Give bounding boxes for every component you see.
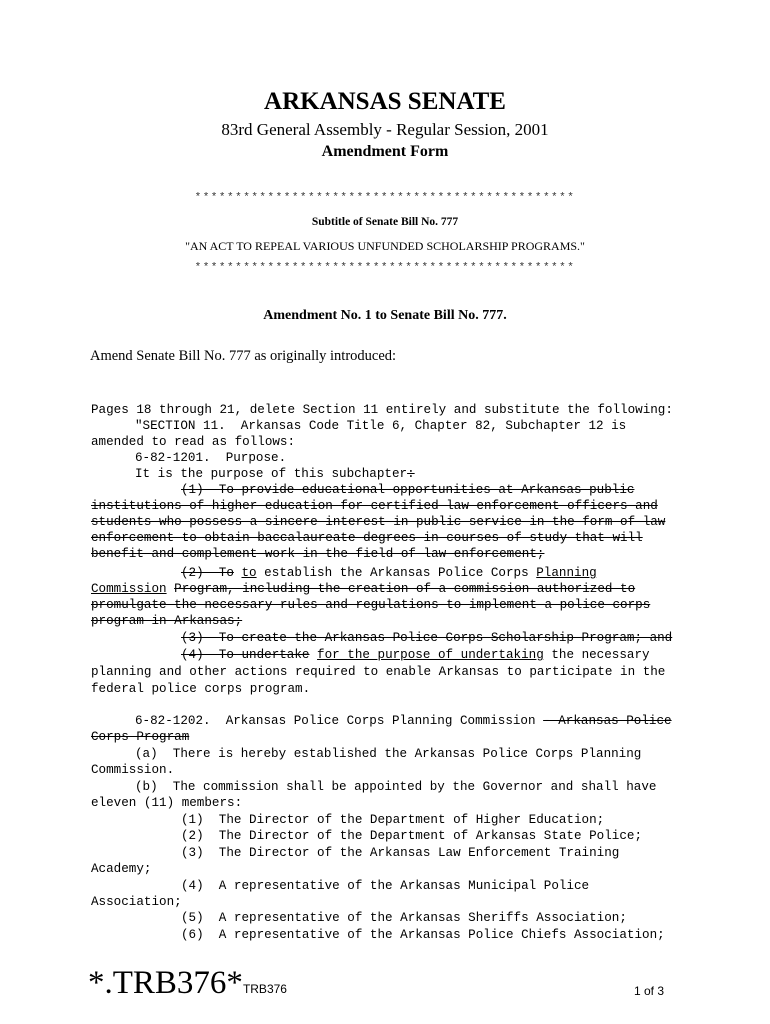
deleted-line: promulgate the necessary rules and regulations to implement a police corps <box>91 598 651 612</box>
deleted-line: program in Arkansas; <box>91 614 243 628</box>
text-line: Pages 18 through 21, delete Section 11 entirely and substitute the following: <box>91 403 673 417</box>
footer-code <box>88 965 287 1002</box>
text-line: (b) The commission shall be appointed by the Governor and shall have <box>135 780 657 794</box>
text-line: planning and other actions required to enable Arkansas to participate in the <box>91 665 666 679</box>
separator-bottom: *********************************************** <box>194 262 576 274</box>
text-line: Association; <box>91 895 182 909</box>
text-line: Commission Program, including the creation of a commission authorized to <box>91 582 636 596</box>
deleted-line: Corps Program <box>91 730 190 744</box>
act-title: "AN ACT TO REPEAL VARIOUS UNFUNDED SCHOLARSHIP PROGRAMS." <box>185 239 585 253</box>
amendment-heading: Amendment No. 1 to Senate Bill No. 777. <box>263 308 507 323</box>
deleted-line: (1) To provide educational opportunities at Arkansas public <box>181 483 635 497</box>
text-line: Commission. <box>91 763 175 777</box>
footer-code-small: TRB376 <box>242 982 287 996</box>
deleted-line: benefit and complement work in the field of law enforcement; <box>91 547 545 561</box>
session-line: 83rd General Assembly - Regular Session, 2001 <box>221 120 549 139</box>
text-line: (1) The Director of the Department of Higher Education; <box>181 813 605 827</box>
text-line: Academy; <box>91 862 152 876</box>
text-line: 6-82-1202. Arkansas Police Corps Planning Commission - Arkansas Police <box>135 714 672 728</box>
text-line: (2) To to establish the Arkansas Police Corps Planning <box>181 566 597 580</box>
deleted-line: institutions of higher education for certified law enforcement officers and <box>91 499 658 513</box>
text-line: (5) A representative of the Arkansas Sheriffs Association; <box>181 911 627 925</box>
deleted-line: enforcement to obtain baccalaureate degrees in courses of study that will <box>91 531 643 545</box>
page-number: 1 of 3 <box>634 984 665 998</box>
text-line: eleven (11) members: <box>91 796 243 810</box>
deleted-line: (3) To create the Arkansas Police Corps Scholarship Program; and <box>181 631 673 645</box>
page-title: ARKANSAS SENATE <box>264 88 506 115</box>
amendment-intro: Amend Senate Bill No. 777 as originally introduced: <box>90 348 397 364</box>
text-line: "SECTION 11. Arkansas Code Title 6, Chapter 82, Subchapter 12 is <box>135 419 627 433</box>
text-line: (3) The Director of the Arkansas Law Enforcement Training <box>181 846 620 860</box>
footer-code-large: *.TRB376* <box>88 965 243 1001</box>
text-line: 6-82-1201. Purpose. <box>135 451 287 465</box>
text-line: (6) A representative of the Arkansas Police Chiefs Association; <box>181 928 665 942</box>
text-line: (2) The Director of the Department of Arkansas State Police; <box>181 829 643 843</box>
text-line: (4) To undertake for the purpose of undertaking the necessary <box>181 648 650 662</box>
text-line: amended to read as follows: <box>91 435 296 449</box>
text-line: It is the purpose of this subchapter: <box>135 467 415 481</box>
text-line: federal police corps program. <box>91 682 311 696</box>
text-line: (4) A representative of the Arkansas Municipal Police <box>181 879 590 893</box>
text-line: (a) There is hereby established the Arkansas Police Corps Planning <box>135 747 642 761</box>
form-name: Amendment Form <box>321 143 449 160</box>
deleted-line: students who possess a sincere interest in public service in the form of law <box>91 515 666 529</box>
separator-top: *********************************************** <box>194 192 576 204</box>
subtitle-label: Subtitle of Senate Bill No. 777 <box>311 216 459 228</box>
